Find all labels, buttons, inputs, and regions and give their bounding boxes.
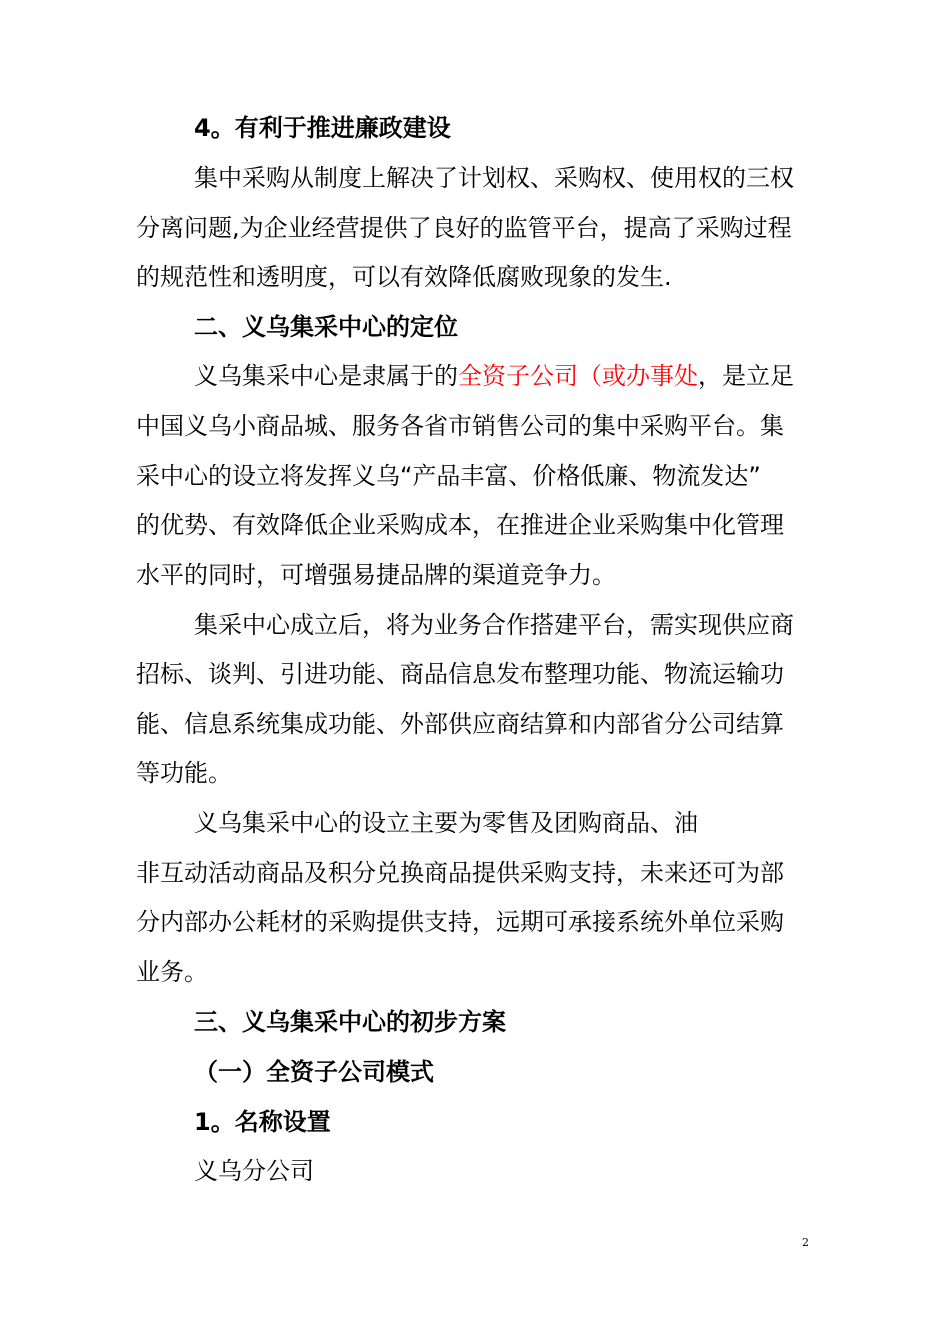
page-number: 2 — [802, 1236, 809, 1249]
paragraph-line: 非互动活动商品及积分兑换商品提供采购支持，未来还可为部 — [136, 859, 784, 887]
paragraph-line: 招标、谈判、引进功能、商品信息发布整理功能、物流运输功 — [136, 660, 784, 688]
paragraph-line-with-highlight — [194, 361, 794, 391]
paragraph-line: 集中采购从制度上解决了计划权、采购权、使用权的三权 — [194, 164, 794, 192]
paragraph-line: 义乌集采中心的设立主要为零售及团购商品、油 — [194, 809, 698, 837]
paragraph-line: 能、信息系统集成功能、外部供应商结算和内部省分公司结算 — [136, 710, 784, 738]
paragraph-line: 业务。 — [136, 958, 208, 986]
paragraph-line: 水平的同时，可增强易捷品牌的渠道竞争力。 — [136, 561, 616, 589]
item-heading: 1。名称设置 — [194, 1108, 331, 1136]
paragraph-line: 中国义乌小商品城、服务各省市销售公司的集中采购平台。集 — [136, 412, 784, 440]
paragraph-line: 的优势、有效降低企业采购成本，在推进企业采购集中化管理 — [136, 511, 784, 539]
paragraph-line: 集采中心成立后，将为业务合作搭建平台，需实现供应商 — [194, 611, 794, 639]
paragraph-line: 采中心的设立将发挥义乌“产品丰富、价格低廉、物流发达” — [136, 462, 761, 490]
paragraph-line: 的规范性和透明度，可以有效降低腐败现象的发生. — [136, 263, 672, 291]
paragraph-text: ，是立足 — [698, 362, 794, 390]
paragraph-line: 分内部办公耗材的采购提供支持，远期可承接系统外单位采购 — [136, 908, 784, 936]
section-heading-anti-corruption: 4。有利于推进廉政建设 — [194, 114, 451, 142]
section-heading-positioning: 二、义乌集采中心的定位 — [194, 313, 458, 341]
subsection-heading: （一）全资子公司模式 — [194, 1058, 434, 1086]
paragraph-text: 义乌集采中心是隶属于的 — [194, 362, 458, 390]
section-heading-plan: 三、义乌集采中心的初步方案 — [194, 1008, 506, 1036]
paragraph-line: 等功能。 — [136, 759, 232, 787]
highlighted-text: 全资子公司（或办事处 — [458, 362, 698, 390]
item-text: 义乌分公司 — [194, 1157, 314, 1185]
paragraph-line: 分离问题,为企业经营提供了良好的监管平台，提高了采购过程 — [136, 214, 792, 242]
